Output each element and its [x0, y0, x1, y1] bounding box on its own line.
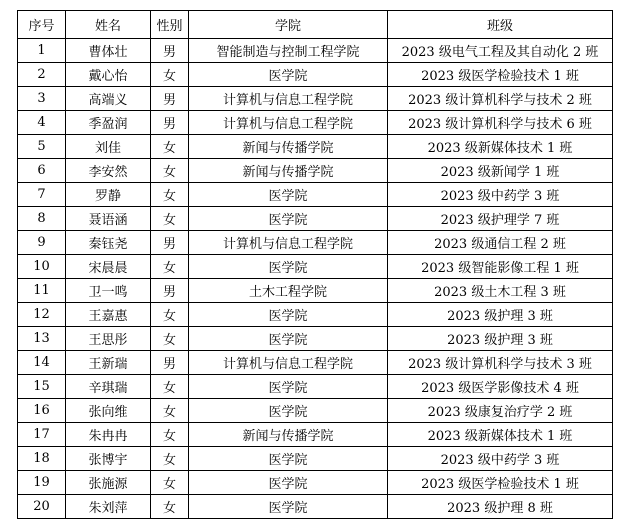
- cell-college: 医学院: [189, 63, 388, 87]
- table-row: [18, 447, 613, 471]
- cell-name: 王新瑞: [66, 351, 151, 375]
- table-row: [18, 279, 613, 303]
- cell-gender: 女: [151, 447, 189, 471]
- table-row: [18, 63, 613, 87]
- table-row: [18, 327, 613, 351]
- cell-gender: 男: [151, 279, 189, 303]
- cell-no: 15: [18, 375, 66, 399]
- cell-name: 张向维: [66, 399, 151, 423]
- student-table: [17, 10, 613, 519]
- table-row: [18, 231, 613, 255]
- cell-name: 高端义: [66, 87, 151, 111]
- cell-name: 戴心怡: [66, 63, 151, 87]
- cell-no: 6: [18, 159, 66, 183]
- cell-name: 秦钰尧: [66, 231, 151, 255]
- table-row: [18, 375, 613, 399]
- cell-name: 王思彤: [66, 327, 151, 351]
- cell-gender: 女: [151, 183, 189, 207]
- cell-class: 2023 级中药学 3 班: [388, 447, 613, 471]
- cell-class: 2023 级护理 3 班: [388, 303, 613, 327]
- cell-college: 新闻与传播学院: [189, 159, 388, 183]
- cell-class: 2023 级医学检验技术 1 班: [388, 471, 613, 495]
- cell-college: 新闻与传播学院: [189, 423, 388, 447]
- table-row: [18, 471, 613, 495]
- cell-class: 2023 级护理 8 班: [388, 495, 613, 519]
- cell-college: 医学院: [189, 327, 388, 351]
- cell-gender: 女: [151, 495, 189, 519]
- cell-college: 计算机与信息工程学院: [189, 111, 388, 135]
- cell-no: 16: [18, 399, 66, 423]
- cell-gender: 女: [151, 135, 189, 159]
- cell-name: 宋晨晨: [66, 255, 151, 279]
- table-row: [18, 423, 613, 447]
- cell-gender: 女: [151, 399, 189, 423]
- cell-gender: 男: [151, 351, 189, 375]
- cell-gender: 男: [151, 111, 189, 135]
- cell-college: 医学院: [189, 303, 388, 327]
- cell-class: 2023 级电气工程及其自动化 2 班: [388, 39, 613, 63]
- cell-name: 张施源: [66, 471, 151, 495]
- column-header-college: 学院: [189, 11, 388, 39]
- column-header-no: 序号: [18, 11, 66, 39]
- header-row: [18, 11, 613, 39]
- cell-college: 智能制造与控制工程学院: [189, 39, 388, 63]
- cell-class: 2023 级护理 3 班: [388, 327, 613, 351]
- cell-no: 4: [18, 111, 66, 135]
- cell-no: 11: [18, 279, 66, 303]
- cell-name: 李安然: [66, 159, 151, 183]
- cell-class: 2023 级新媒体技术 1 班: [388, 135, 613, 159]
- cell-gender: 女: [151, 471, 189, 495]
- cell-no: 19: [18, 471, 66, 495]
- cell-no: 1: [18, 39, 66, 63]
- table-row: [18, 255, 613, 279]
- cell-name: 刘佳: [66, 135, 151, 159]
- cell-class: 2023 级医学影像技术 4 班: [388, 375, 613, 399]
- cell-class: 2023 级土木工程 3 班: [388, 279, 613, 303]
- cell-class: 2023 级智能影像工程 1 班: [388, 255, 613, 279]
- cell-gender: 女: [151, 423, 189, 447]
- cell-name: 曹体壮: [66, 39, 151, 63]
- cell-gender: 女: [151, 303, 189, 327]
- cell-no: 5: [18, 135, 66, 159]
- table-body: [18, 39, 613, 519]
- cell-class: 2023 级中药学 3 班: [388, 183, 613, 207]
- table-row: [18, 495, 613, 519]
- cell-college: 计算机与信息工程学院: [189, 231, 388, 255]
- cell-no: 17: [18, 423, 66, 447]
- table-row: [18, 303, 613, 327]
- column-header-name: 姓名: [66, 11, 151, 39]
- column-header-class: 班级: [388, 11, 613, 39]
- cell-no: 20: [18, 495, 66, 519]
- cell-college: 医学院: [189, 471, 388, 495]
- cell-gender: 女: [151, 327, 189, 351]
- table-row: [18, 351, 613, 375]
- table-row: [18, 111, 613, 135]
- table-row: [18, 207, 613, 231]
- cell-college: 医学院: [189, 399, 388, 423]
- table-row: [18, 183, 613, 207]
- cell-no: 2: [18, 63, 66, 87]
- cell-gender: 男: [151, 39, 189, 63]
- cell-college: 土木工程学院: [189, 279, 388, 303]
- cell-college: 医学院: [189, 447, 388, 471]
- cell-college: 医学院: [189, 375, 388, 399]
- cell-college: 医学院: [189, 183, 388, 207]
- cell-name: 朱冉冉: [66, 423, 151, 447]
- cell-college: 医学院: [189, 255, 388, 279]
- cell-no: 13: [18, 327, 66, 351]
- cell-class: 2023 级计算机科学与技术 3 班: [388, 351, 613, 375]
- cell-no: 7: [18, 183, 66, 207]
- table-row: [18, 399, 613, 423]
- cell-no: 3: [18, 87, 66, 111]
- cell-no: 12: [18, 303, 66, 327]
- cell-no: 8: [18, 207, 66, 231]
- cell-name: 罗静: [66, 183, 151, 207]
- cell-name: 王嘉惠: [66, 303, 151, 327]
- cell-name: 辛琪瑞: [66, 375, 151, 399]
- cell-gender: 女: [151, 159, 189, 183]
- cell-gender: 女: [151, 255, 189, 279]
- cell-class: 2023 级康复治疗学 2 班: [388, 399, 613, 423]
- cell-class: 2023 级计算机科学与技术 6 班: [388, 111, 613, 135]
- cell-class: 2023 级计算机科学与技术 2 班: [388, 87, 613, 111]
- cell-name: 卫一鸣: [66, 279, 151, 303]
- cell-no: 9: [18, 231, 66, 255]
- table-row: [18, 135, 613, 159]
- cell-no: 10: [18, 255, 66, 279]
- cell-name: 张博宇: [66, 447, 151, 471]
- cell-college: 医学院: [189, 207, 388, 231]
- cell-class: 2023 级新闻学 1 班: [388, 159, 613, 183]
- cell-college: 新闻与传播学院: [189, 135, 388, 159]
- cell-college: 计算机与信息工程学院: [189, 351, 388, 375]
- cell-gender: 男: [151, 87, 189, 111]
- cell-class: 2023 级通信工程 2 班: [388, 231, 613, 255]
- table-row: [18, 87, 613, 111]
- table-row: [18, 159, 613, 183]
- cell-class: 2023 级新媒体技术 1 班: [388, 423, 613, 447]
- cell-name: 聂语涵: [66, 207, 151, 231]
- cell-college: 计算机与信息工程学院: [189, 87, 388, 111]
- cell-gender: 女: [151, 207, 189, 231]
- cell-name: 季盈润: [66, 111, 151, 135]
- cell-gender: 女: [151, 63, 189, 87]
- cell-college: 医学院: [189, 495, 388, 519]
- cell-class: 2023 级医学检验技术 1 班: [388, 63, 613, 87]
- cell-no: 14: [18, 351, 66, 375]
- cell-gender: 男: [151, 231, 189, 255]
- cell-gender: 女: [151, 375, 189, 399]
- cell-no: 18: [18, 447, 66, 471]
- table-row: [18, 39, 613, 63]
- column-header-gender: 性别: [151, 11, 189, 39]
- cell-name: 朱刘萍: [66, 495, 151, 519]
- cell-class: 2023 级护理学 7 班: [388, 207, 613, 231]
